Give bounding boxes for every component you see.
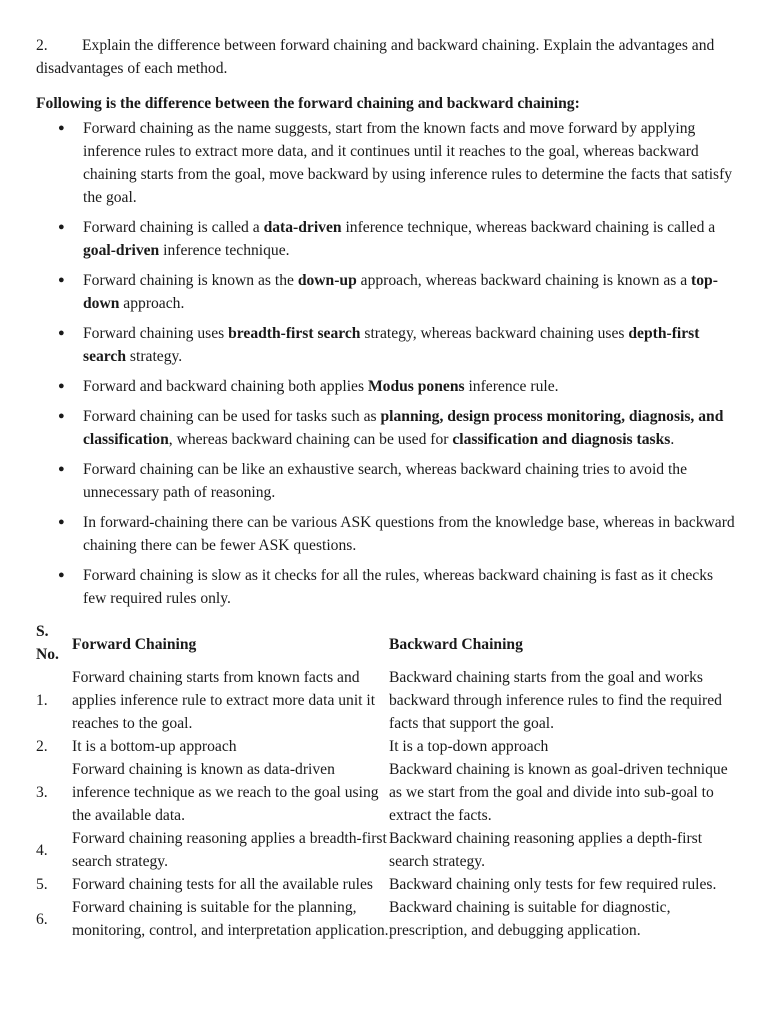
row-sno: 5. (36, 876, 48, 893)
table-row (36, 735, 738, 758)
bullet-dot-icon: ● (58, 516, 65, 528)
row-backward: Backward chaining only tests for few required rules. (389, 876, 717, 893)
bullet-item (36, 375, 738, 398)
bullet-text: In forward-chaining there can be various ASK questions from the knowledge base, whereas in backward chaining there can be fewer ASK questions. (83, 514, 735, 554)
row-sno: 2. (36, 738, 48, 755)
row-forward: Forward chaining is known as data-driven inference technique as we reach to the goal using the available data. (72, 761, 379, 824)
bullet-item (36, 216, 738, 262)
section-lead: Following is the difference between the forward chaining and backward chaining: (36, 95, 580, 112)
bullet-item (36, 405, 738, 451)
bullet-text: . (670, 431, 675, 448)
table-row (36, 896, 738, 942)
bullet-item (36, 564, 738, 610)
bullet-bold-text: top-down (83, 272, 718, 312)
bullet-text: strategy, whereas backward chaining uses (360, 325, 629, 342)
bullet-text: Forward chaining is known as the (83, 272, 298, 289)
row-forward: Forward chaining starts from known facts and applies inference rule to extract more data unit it reaches to the goal. (72, 669, 376, 732)
row-forward: Forward chaining is suitable for the planning, monitoring, control, and interpretation application. (72, 899, 389, 939)
bullet-bold-text: down-up (297, 272, 357, 289)
row-sno: 3. (36, 784, 48, 801)
row-backward: Backward chaining is known as goal-driven technique as we start from the goal and divide into sub-goal to extract the facts. (389, 761, 728, 824)
table-row (36, 827, 738, 873)
bullet-text: strategy. (126, 348, 183, 365)
table-row (36, 758, 738, 827)
bullet-item (36, 117, 738, 209)
bullet-bold-text: depth-first search (83, 325, 700, 365)
bullet-item (36, 269, 738, 315)
bullet-text: Forward chaining as the name suggests, start from the known facts and move forward by applying inference rules to extract more data, and it continues until it reaches to the goal, whereas backward chaining starts from the goal, move backward by using inference rules to determine the facts that satisfy the goal. (83, 120, 733, 206)
table-row (36, 666, 738, 735)
bullet-text: inference technique. (159, 242, 290, 259)
bullet-text: Forward chaining can be used for tasks such as (83, 408, 381, 425)
bullet-item (36, 458, 738, 504)
bullet-dot-icon: ● (58, 380, 65, 392)
row-sno: 6. (36, 910, 48, 928)
row-forward: It is a bottom-up approach (72, 738, 237, 755)
row-backward: It is a top-down approach (389, 738, 549, 755)
bullet-bold-text: goal-driven (83, 242, 160, 259)
row-forward: Forward chaining reasoning applies a breadth-first search strategy. (72, 830, 387, 870)
row-sno: 1. (36, 692, 48, 709)
row-forward: Forward chaining tests for all the available rules (72, 876, 373, 893)
bullet-text: Forward chaining uses (83, 325, 229, 342)
row-backward: Backward chaining is suitable for diagnostic, prescription, and debugging application. (389, 899, 671, 939)
bullet-text: approach. (119, 295, 185, 312)
bullet-dot-icon: ● (58, 274, 65, 286)
bullet-text: approach, whereas backward chaining is known as a (356, 272, 692, 289)
bullet-text: Forward chaining can be like an exhaustive search, whereas backward chaining tries to avoid the unnecessary path of reasoning. (83, 461, 688, 501)
bullet-bold-text: classification and diagnosis tasks (452, 431, 671, 448)
bullet-bold-text: breadth-first search (228, 325, 361, 342)
bullet-item (36, 322, 738, 368)
row-sno: 4. (36, 841, 48, 859)
bullet-text: inference technique, whereas backward chaining is called a (341, 219, 716, 236)
header-forward: Forward Chaining (72, 636, 197, 653)
bullet-dot-icon: ● (58, 463, 65, 475)
bullet-text: inference rule. (464, 378, 559, 395)
bullet-dot-icon: ● (58, 569, 65, 581)
bullet-dot-icon: ● (58, 221, 65, 233)
bullet-bold-text: planning, design process monitoring, diagnosis, and classification (83, 408, 724, 448)
question-number: 2. (36, 37, 48, 54)
bullet-item (36, 511, 738, 557)
row-backward: Backward chaining reasoning applies a depth-first search strategy. (389, 830, 703, 870)
bullet-bold-text: Modus ponens (367, 378, 465, 395)
bullet-text: Forward chaining is called a (83, 219, 264, 236)
question-text: Explain the difference between forward chaining and backward chaining. Explain the advantages and disadvantages of each method. (36, 37, 715, 77)
bullet-text: Forward chaining is slow as it checks for all the rules, whereas backward chaining is fast as it checks few required rules only. (83, 567, 714, 607)
header-backward: Backward Chaining (389, 636, 523, 653)
bullet-text: Forward and backward chaining both applies (83, 378, 368, 395)
question-paragraph (36, 34, 738, 80)
bullet-dot-icon: ● (58, 122, 65, 134)
difference-bullet-list (36, 117, 738, 610)
bullet-text: , whereas backward chaining can be used for (168, 431, 453, 448)
table-row (36, 873, 738, 896)
table-header-row (36, 620, 738, 666)
bullet-bold-text: data-driven (263, 219, 342, 236)
bullet-dot-icon: ● (58, 410, 65, 422)
comparison-table (36, 620, 738, 942)
bullet-dot-icon: ● (58, 327, 65, 339)
row-backward: Backward chaining starts from the goal and works backward through inference rules to find the required facts that support the goal. (389, 669, 722, 732)
header-sno: S. No. (36, 623, 59, 663)
